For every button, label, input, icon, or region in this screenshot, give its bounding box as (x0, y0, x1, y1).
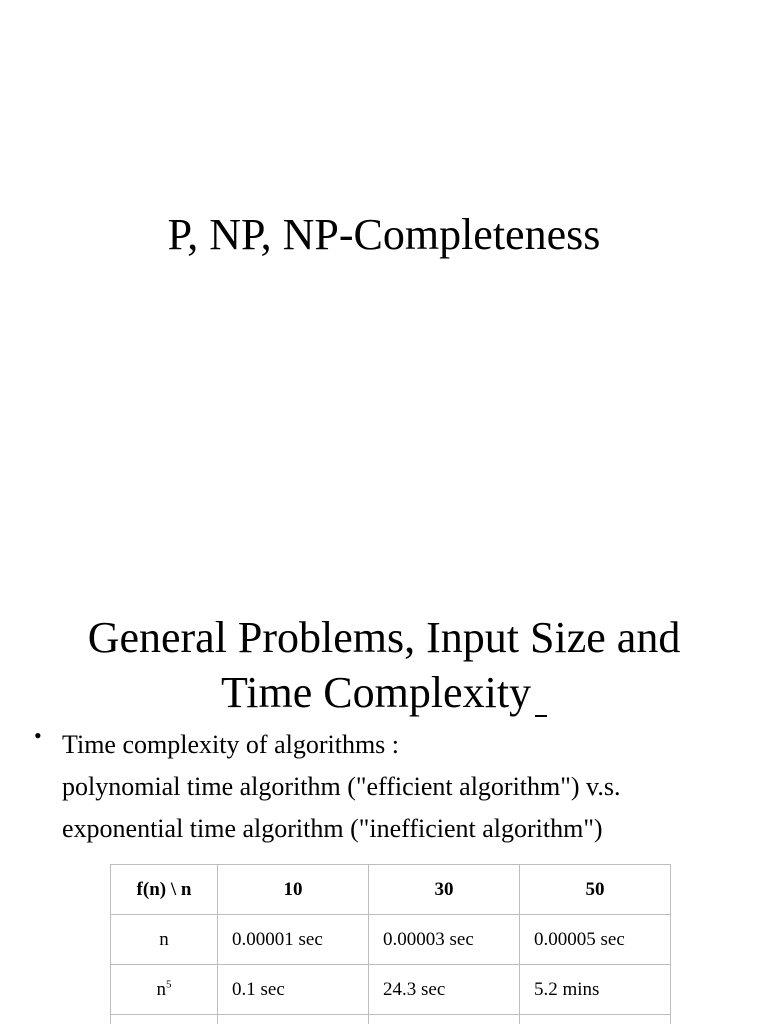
table-row (111, 1015, 671, 1024)
table-cell: 0.00003 sec (369, 915, 520, 965)
table-cell (218, 1015, 369, 1024)
heading-line-2-text: Time Complexity (220, 668, 532, 717)
table-cell (520, 1015, 671, 1024)
text-cursor (535, 715, 547, 717)
heading-line-2 (0, 665, 768, 720)
table-cell: 5.2 mins (520, 965, 671, 1015)
table-header-cell: 10 (218, 865, 369, 915)
table-header-cell: 50 (520, 865, 671, 915)
row-label (111, 965, 218, 1015)
row-label (111, 1015, 218, 1024)
row-label-base: n (156, 978, 166, 1000)
bullet-line-3: exponential time algorithm ("inefficient algorithm") (62, 814, 603, 843)
table-cell: 0.00005 sec (520, 915, 671, 965)
bullet-marker: • (34, 723, 42, 748)
bullet-line-1: Time complexity of algorithms : (62, 730, 400, 759)
table-cell: 24.3 sec (369, 965, 520, 1015)
table-header-cell: 30 (369, 865, 520, 915)
table-header-row (111, 865, 671, 915)
bullet-text (62, 724, 620, 850)
table-cell (369, 1015, 520, 1024)
complexity-table (110, 864, 671, 1024)
row-label-base: n (159, 928, 169, 950)
slide-title: P, NP, NP-Completeness (167, 210, 601, 259)
table-row (111, 965, 671, 1015)
heading-line-1: General Problems, Input Size and (87, 613, 681, 662)
table-cell: 0.00001 sec (218, 915, 369, 965)
table-cell: 0.1 sec (218, 965, 369, 1015)
row-label-exponent: 5 (166, 978, 172, 991)
table-row (111, 915, 671, 965)
bullet-line-2: polynomial time algorithm ("efficient algorithm") v.s. (62, 772, 621, 801)
row-label (111, 915, 218, 965)
slide-heading (0, 610, 768, 720)
table-header-cell: f(n) \ n (111, 865, 218, 915)
